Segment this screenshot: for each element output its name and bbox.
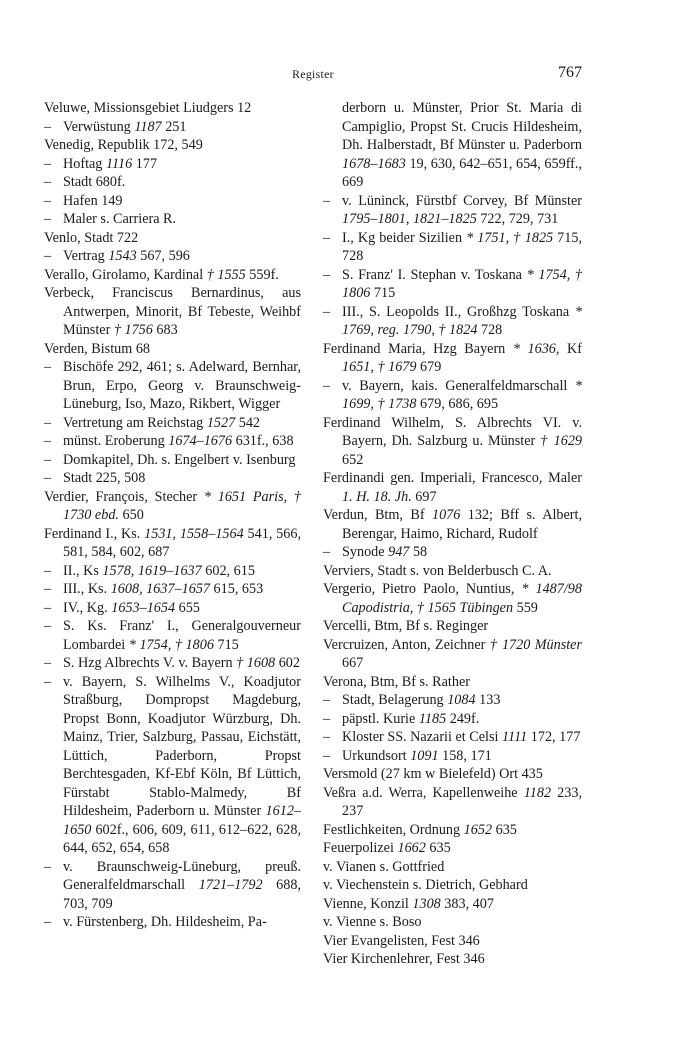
entry-date-text: † 1720 Münster bbox=[489, 636, 582, 653]
entry-text: v. Vianen s. Gottfried bbox=[323, 858, 445, 875]
entry-date-text: 1653–1654 bbox=[111, 599, 176, 616]
page-number: 767 bbox=[558, 64, 582, 81]
index-entry bbox=[44, 266, 301, 285]
entry-date-text: * 1699, † 1738 bbox=[342, 377, 582, 412]
entry-text: II., Ks bbox=[63, 562, 103, 579]
entry-text: derborn u. Münster, Prior St. Maria di Campiglio, Propst St. Crucis Hildesheim, Dh. Halberstadt, Bf Münster u. Paderborn bbox=[342, 100, 582, 153]
entry-text: 602, 615 bbox=[201, 562, 255, 579]
entry-date-text: 1185 bbox=[418, 710, 447, 727]
entry-text: 19, 630, 642–651, 654, 659ff., 669 bbox=[342, 155, 582, 190]
index-column-left bbox=[44, 99, 301, 932]
entry-date-text: * 1487/98 Capodistria, † 1565 Tübingen bbox=[342, 581, 582, 616]
index-entry bbox=[44, 340, 301, 359]
entry-text: 158, 171 bbox=[438, 747, 492, 764]
entry-text: Stadt 680f. bbox=[63, 174, 126, 190]
entry-text: Kloster SS. Nazarii et Celsi bbox=[342, 729, 502, 745]
index-entry bbox=[44, 99, 301, 118]
entry-text: Feuerpolizei bbox=[323, 840, 398, 856]
entry-text: Venlo, Stadt 722 bbox=[44, 229, 139, 246]
index-subentry bbox=[323, 303, 582, 340]
entry-text: Veluwe, Missionsgebiet Liudgers 12 bbox=[44, 100, 252, 116]
entry-text: v. Vienne s. Boso bbox=[323, 914, 422, 930]
entry-text: v. Lüninck, Fürstbf Corvey, Bf Münster bbox=[342, 192, 582, 209]
entry-text: 233, 237 bbox=[342, 784, 582, 819]
entry-text: Vienne, Konzil bbox=[323, 895, 413, 912]
entry-text: 722, 729, 731 bbox=[476, 211, 559, 227]
entry-text: III., S. Leopolds II., Großhzg Toskana bbox=[342, 303, 575, 320]
index-entry bbox=[323, 99, 582, 192]
entry-date-text: † 1629 bbox=[540, 433, 582, 449]
index-entry bbox=[323, 414, 582, 470]
entry-text: 615, 653 bbox=[210, 581, 264, 597]
entry-text: Maler s. Carriera R. bbox=[63, 211, 177, 227]
entry-text: Vier Kirchenlehrer, Fest 346 bbox=[323, 951, 485, 967]
entry-text: 652 bbox=[342, 451, 364, 468]
entry-text: 542 bbox=[235, 414, 261, 431]
entry-text: Urkundsort bbox=[342, 747, 411, 764]
entry-date-text: † 1555 bbox=[206, 266, 246, 283]
entry-text: 650 bbox=[118, 507, 144, 523]
entry-text: Verwüstung bbox=[63, 118, 135, 135]
index-subentry bbox=[44, 673, 301, 858]
entry-date-text: 1527 bbox=[206, 414, 236, 431]
entry-text: 602 bbox=[275, 655, 300, 671]
entry-text: 58 bbox=[409, 544, 428, 560]
entry-date-text: 1662 bbox=[397, 840, 426, 856]
index-entry bbox=[323, 765, 582, 784]
entry-text: 541, 566, 581, 584, 602, 687 bbox=[63, 525, 302, 560]
entry-text: Verallo, Girolamo, Kardinal bbox=[44, 266, 207, 283]
entry-text: päpstl. Kurie bbox=[342, 710, 419, 727]
index-entry bbox=[323, 876, 582, 895]
index-entry bbox=[323, 895, 582, 914]
index-entry bbox=[323, 839, 582, 858]
index-subentry bbox=[44, 358, 301, 414]
entry-text: Verdier, François, Stecher bbox=[44, 488, 204, 505]
index-subentry bbox=[44, 118, 301, 137]
entry-date-text: 1795–1801, 1821–1825 bbox=[342, 211, 477, 227]
entry-text: 697 bbox=[411, 488, 437, 505]
entry-text: IV., Kg. bbox=[63, 599, 112, 616]
entry-text: S. Franz' I. Stephan v. Toskana bbox=[342, 266, 527, 283]
entry-text: münst. Eroberung bbox=[63, 433, 169, 449]
entry-text: Vertretung am Reichstag bbox=[63, 414, 207, 431]
entry-text: 631f., 638 bbox=[232, 433, 294, 449]
entry-text: Vier Evangelisten, Fest 346 bbox=[323, 932, 480, 949]
entry-date-text: 1721–1792 bbox=[198, 877, 263, 893]
index-entry bbox=[323, 932, 582, 951]
index-entry bbox=[323, 469, 582, 506]
index-subentry bbox=[44, 469, 301, 488]
entry-text: 683 bbox=[152, 322, 178, 338]
entry-text: Ferdinandi gen. Imperiali, Francesco, Maler bbox=[323, 470, 582, 486]
index-entry bbox=[323, 562, 582, 581]
index-entry bbox=[44, 136, 301, 155]
entry-date-text: 947 bbox=[388, 544, 410, 560]
entry-text: 679 bbox=[416, 359, 442, 375]
entry-date-text: 1187 bbox=[134, 118, 162, 135]
entry-text: v. Braunschweig-Lüneburg, preuß. Generalfeldmarschall bbox=[63, 858, 301, 893]
index-subentry bbox=[44, 451, 301, 470]
entry-date-text: 1084 bbox=[447, 692, 476, 708]
index-subentry bbox=[44, 617, 301, 654]
entry-text: Ferdinand Maria, Hzg Bayern bbox=[323, 340, 513, 357]
entry-text: III., Ks. bbox=[63, 581, 111, 597]
entry-text: Veßra a.d. Werra, Kapellenweihe bbox=[323, 784, 524, 801]
entry-date-text: † 1608 bbox=[236, 655, 276, 671]
entry-text: 688, 703, 709 bbox=[63, 877, 301, 912]
entry-text: 715, 728 bbox=[342, 229, 582, 264]
entry-text: Verviers, Stadt s. von Belderbusch C. A. bbox=[323, 562, 552, 579]
index-subentry bbox=[44, 432, 301, 451]
entry-text: 559 bbox=[513, 599, 538, 616]
index-subentry bbox=[323, 747, 582, 766]
entry-text: Venedig, Republik 172, 549 bbox=[44, 137, 203, 153]
entry-text: 249f. bbox=[446, 710, 480, 727]
entry-text: 667 bbox=[342, 655, 364, 671]
entry-date-text: 1076 bbox=[431, 507, 461, 523]
index-entry bbox=[44, 284, 301, 340]
entry-date-text: * 1769, reg. 1790, † 1824 bbox=[342, 303, 582, 338]
entry-date-text: * 1651 Paris, † 1730 ebd. bbox=[63, 488, 301, 523]
index-subentry bbox=[44, 580, 301, 599]
entry-date-text: 1678–1683 bbox=[342, 155, 406, 172]
entry-text: Verbeck, Franciscus Bernardinus, aus Antwerpen, Minorit, Bf Tebeste, Weihbf Münster bbox=[44, 285, 301, 338]
entry-text: Vercruizen, Anton, Zeichner bbox=[323, 636, 490, 653]
entry-text: S. Hzg Albrechts V. v. Bayern bbox=[63, 655, 237, 671]
entry-text: Vergerio, Pietro Paolo, Nuntius, bbox=[323, 581, 522, 597]
entry-text: 728 bbox=[477, 322, 503, 338]
index-subentry bbox=[44, 210, 301, 229]
index-entry bbox=[44, 229, 301, 248]
entry-text: 655 bbox=[175, 599, 200, 616]
entry-text: v. Viechenstein s. Dietrich, Gebhard bbox=[323, 877, 528, 893]
entry-date-text: 1. H. 18. Jh. bbox=[342, 488, 412, 505]
entry-date-text: * 1636, bbox=[512, 340, 560, 357]
running-title: Register bbox=[292, 67, 334, 81]
entry-text: Domkapitel, Dh. s. Engelbert v. Isenburg bbox=[63, 451, 296, 468]
running-header bbox=[44, 64, 582, 86]
index-subentry bbox=[44, 247, 301, 266]
entry-text: v. Bayern, S. Wilhelms V., Koadjutor Straßburg, Dompropst Magdeburg, Propst Bonn, Koadjutor Würzburg, Dh. Mainz, Trier, Salzburg, Passau, Eichstätt, Lüttich, Paderborn, Propst Berchtesgaden, Kf-Ebf Köln, Bf Lüttich, Fürstabt Stablo-Malmedy, Bf Hildesheim, Paderborn u. Münster bbox=[63, 673, 301, 819]
entry-date-text: * 1754, † 1806 bbox=[128, 636, 214, 653]
entry-text: 635 bbox=[425, 840, 451, 856]
entry-date-text: 1652 bbox=[463, 821, 493, 838]
index-subentry bbox=[323, 691, 582, 710]
entry-text: Bischöfe 292, 461; s. Adelward, Bernhar, Brun, Erpo, Georg v. Braunschweig-Lüneburg, Iso, Mazo, Rikbert, Wigger bbox=[63, 359, 301, 412]
index-subentry bbox=[44, 599, 301, 618]
entry-date-text: * 1751, † 1825 bbox=[466, 229, 554, 246]
entry-date-text: 1578, 1619–1637 bbox=[102, 562, 202, 579]
entry-text: Synode bbox=[342, 544, 389, 560]
entry-text: Ferdinand Wilhelm, S. Albrechts VI. v. Bayern, Dh. Salzburg u. Münster bbox=[323, 414, 582, 449]
entry-text: Stadt 225, 508 bbox=[63, 470, 146, 486]
index-entry bbox=[323, 506, 582, 543]
entry-text: 602f., 606, 609, 611, 612–622, 628, 644, 652, 654, 658 bbox=[63, 821, 301, 856]
entry-text: 132; Bff s. Albert, Berengar, Haimo, Richard, Rudolf bbox=[342, 507, 582, 542]
index-entry bbox=[323, 784, 582, 821]
entry-date-text: 1608, 1637–1657 bbox=[110, 581, 210, 597]
entry-text: 635 bbox=[492, 821, 517, 838]
entry-text: I., Kg beider Sizilien bbox=[342, 229, 467, 246]
entry-date-text: 1531, 1558–1564 bbox=[144, 525, 244, 542]
index-subentry bbox=[323, 543, 582, 562]
entry-date-text: 1111 bbox=[501, 729, 528, 745]
index-subentry bbox=[44, 155, 301, 174]
index-subentry bbox=[323, 710, 582, 729]
entry-text: 177 bbox=[132, 155, 158, 172]
entry-text: 383, 407 bbox=[440, 895, 494, 912]
index-entry bbox=[323, 636, 582, 673]
index-subentry bbox=[323, 229, 582, 266]
index-column-right bbox=[323, 99, 582, 969]
entry-text: Festlichkeiten, Ordnung bbox=[323, 821, 464, 838]
entry-date-text: 1674–1676 bbox=[168, 433, 233, 449]
index-entry bbox=[323, 821, 582, 840]
entry-text: Verden, Bistum 68 bbox=[44, 340, 151, 357]
index-entry bbox=[323, 617, 582, 636]
entry-text: S. Ks. Franz' I., Generalgouverneur Lombardei bbox=[63, 618, 301, 653]
entry-text: Hafen 149 bbox=[63, 192, 123, 209]
entry-text: Versmold (27 km w Bielefeld) Ort 435 bbox=[323, 766, 543, 782]
entry-text: v. Fürstenberg, Dh. Hildesheim, Pa- bbox=[63, 914, 267, 930]
index-entry bbox=[323, 858, 582, 877]
entry-text: 133 bbox=[475, 692, 501, 708]
index-subentry bbox=[44, 913, 301, 932]
entry-text: Hoftag bbox=[63, 155, 106, 172]
entry-text: 715 bbox=[213, 636, 239, 653]
entry-date-text: 1091 bbox=[410, 747, 439, 764]
index-subentry bbox=[323, 266, 582, 303]
entry-date-text: 1543 bbox=[108, 248, 137, 264]
entry-text: Ferdinand I., Ks. bbox=[44, 525, 145, 542]
index-entry bbox=[323, 340, 582, 377]
index-entry bbox=[323, 580, 582, 617]
entry-text: Verdun, Btm, Bf bbox=[323, 507, 432, 523]
index-subentry bbox=[44, 654, 301, 673]
index-subentry bbox=[323, 377, 582, 414]
entry-text: Verona, Btm, Bf s. Rather bbox=[323, 673, 470, 690]
index-entry bbox=[323, 913, 582, 932]
index-subentry bbox=[44, 562, 301, 581]
index-entry bbox=[44, 488, 301, 525]
entry-text: v. Bayern, kais. Generalfeldmarschall bbox=[342, 377, 575, 394]
entry-text: 172, 177 bbox=[527, 729, 581, 745]
index-subentry bbox=[44, 858, 301, 914]
entry-date-text: 1308 bbox=[412, 895, 441, 912]
index-subentry bbox=[44, 414, 301, 433]
entry-text: Stadt, Belagerung bbox=[342, 692, 448, 708]
entry-date-text: 1116 bbox=[105, 155, 133, 172]
index-subentry bbox=[323, 728, 582, 747]
entry-text: Vercelli, Btm, Bf s. Reginger bbox=[323, 618, 489, 634]
entry-text: 715 bbox=[370, 285, 396, 301]
entry-text: 567, 596 bbox=[136, 248, 190, 264]
index-entry bbox=[323, 673, 582, 692]
entry-date-text: 1612–1650 bbox=[63, 803, 301, 838]
entry-date-text: 1182 bbox=[523, 784, 552, 801]
entry-date-text: 1651, † 1679 bbox=[342, 359, 417, 375]
index-entry bbox=[44, 525, 301, 562]
entry-text: Kf bbox=[559, 340, 582, 357]
index-subentry bbox=[44, 192, 301, 211]
entry-text: 251 bbox=[161, 118, 187, 135]
entry-text: Vertrag bbox=[63, 248, 109, 264]
entry-date-text: † 1756 bbox=[113, 322, 153, 338]
index-entry bbox=[323, 950, 582, 969]
index-subentry bbox=[44, 173, 301, 192]
index-subentry bbox=[323, 192, 582, 229]
entry-text: 559f. bbox=[245, 266, 279, 283]
entry-text: 679, 686, 695 bbox=[416, 396, 499, 412]
entry-date-text: * 1754, † 1806 bbox=[342, 266, 583, 301]
